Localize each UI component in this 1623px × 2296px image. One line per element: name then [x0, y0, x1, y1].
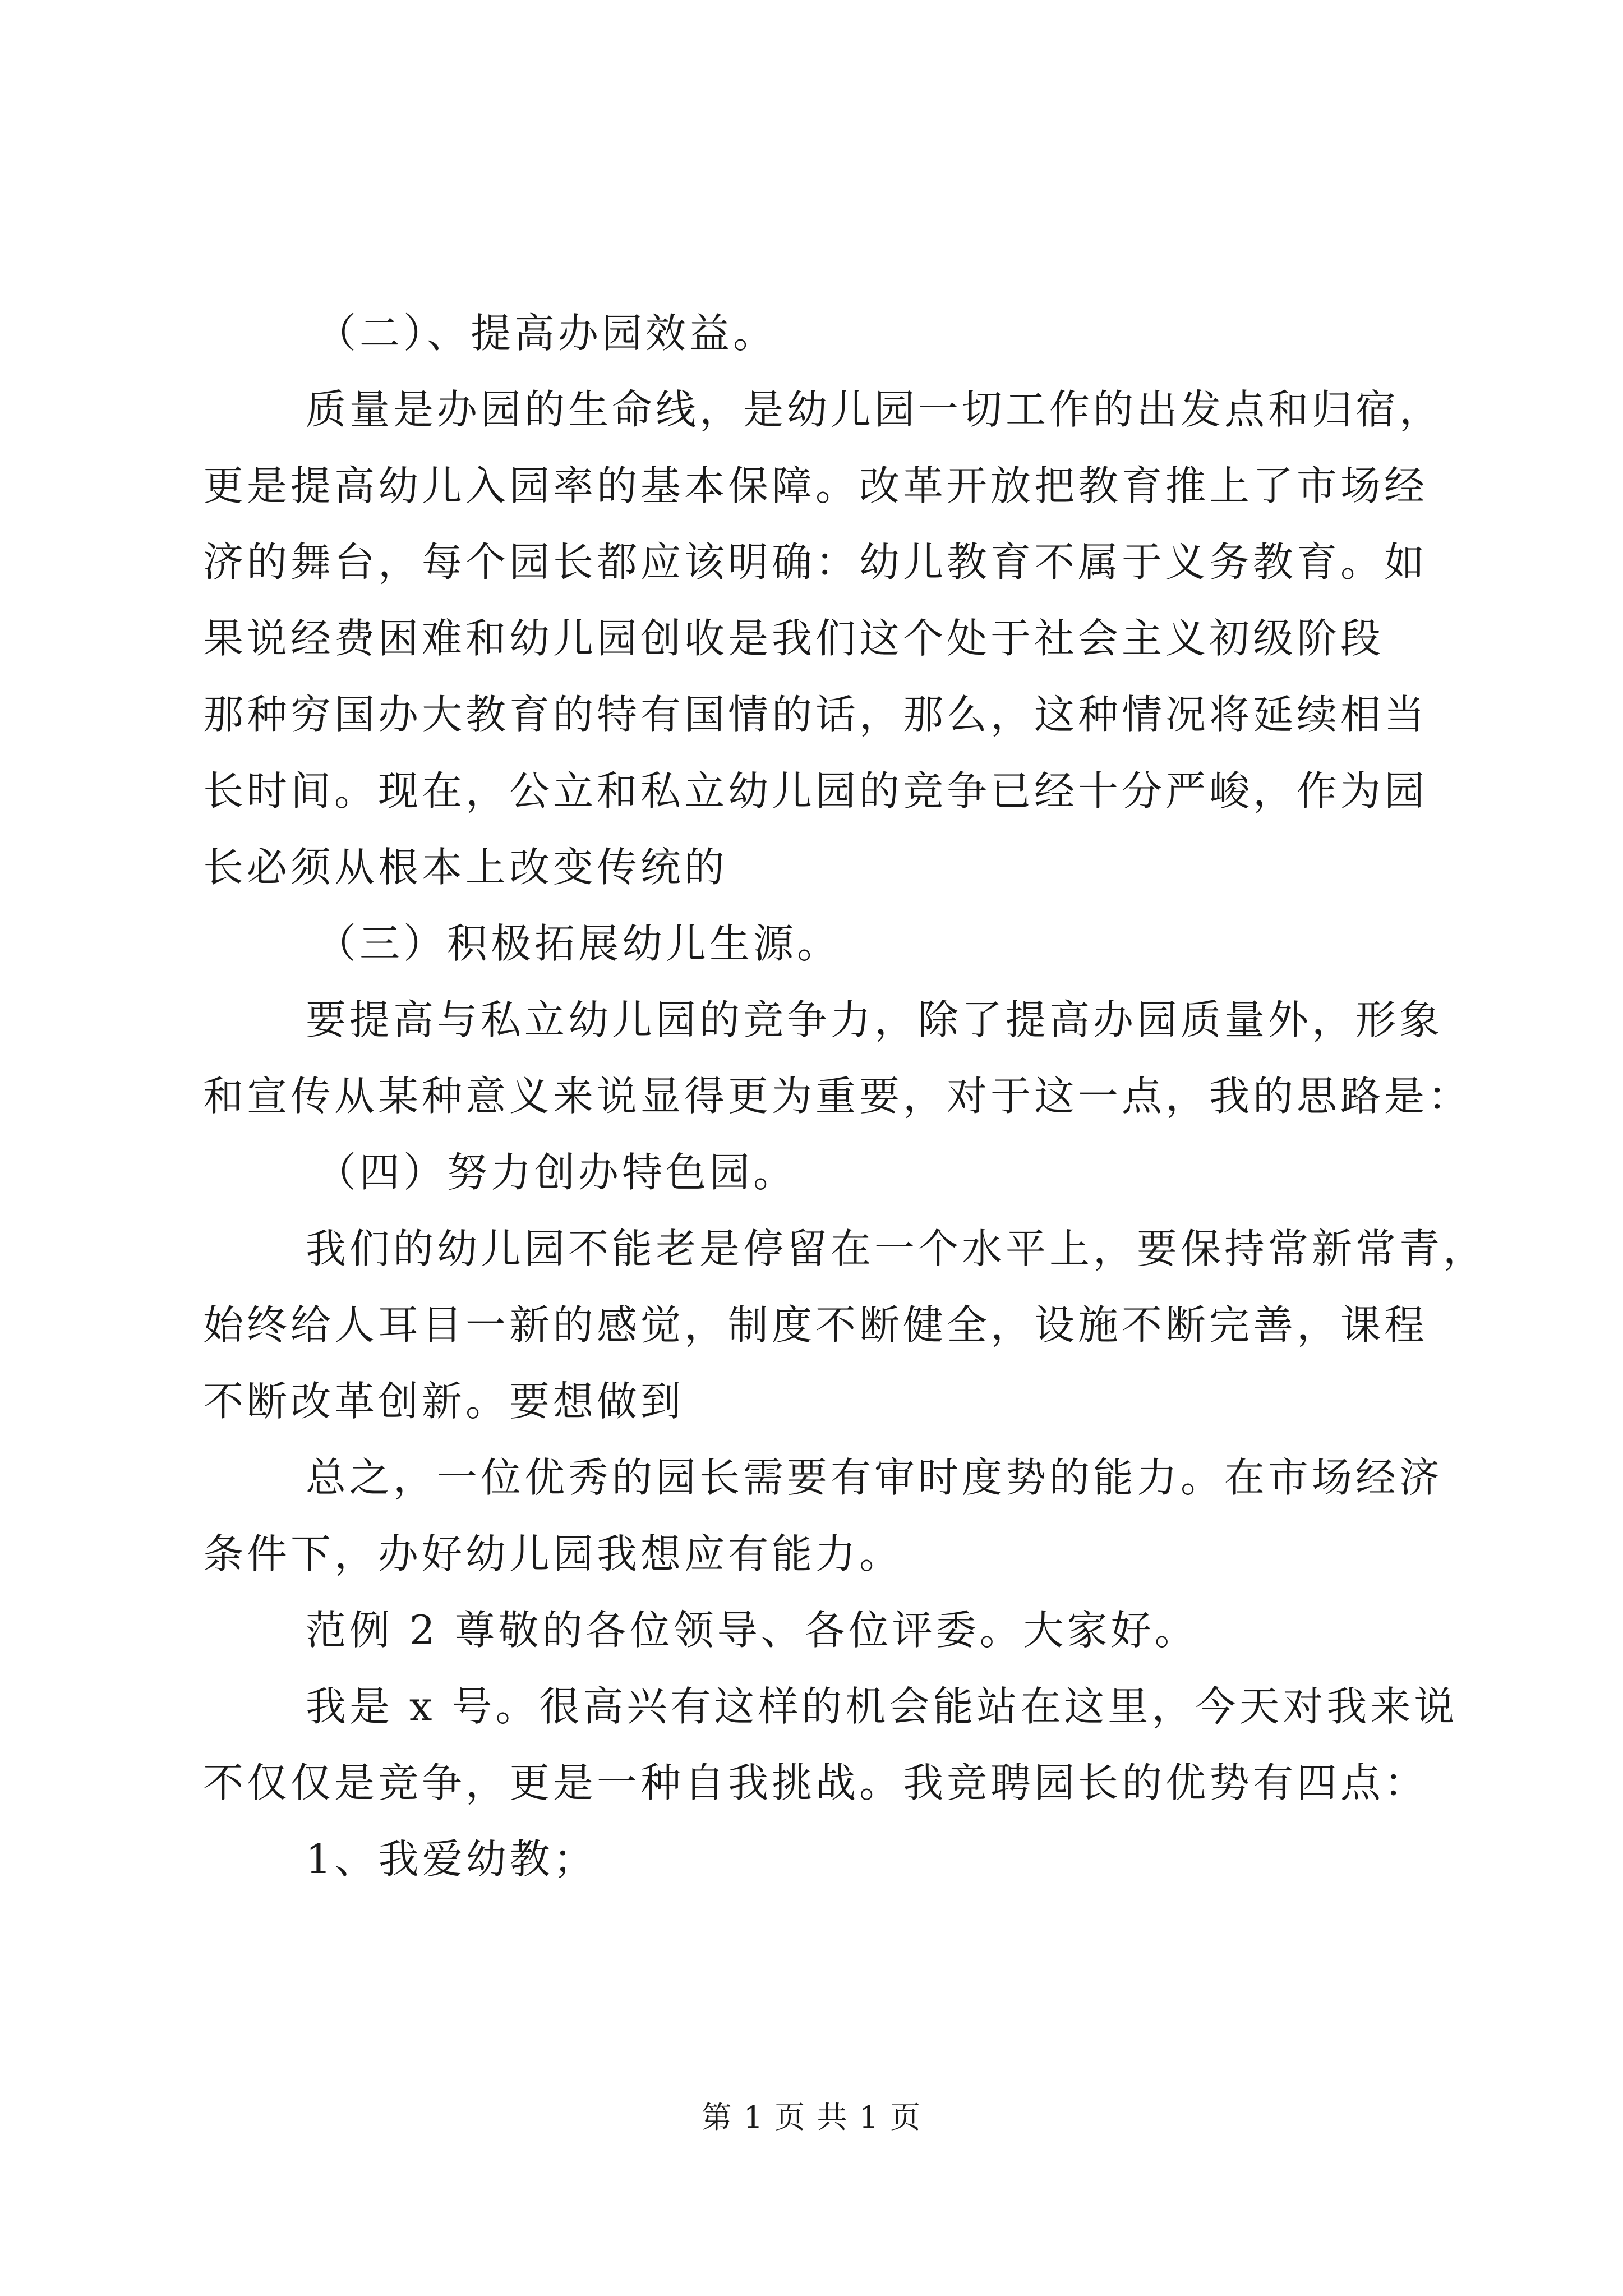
heading-section-3: （三）积极拓展幼儿生源。	[316, 920, 841, 967]
paragraph-line: 长必须从根本上改变传统的	[203, 844, 728, 891]
heading-section-4: （四）努力创办特色园。	[316, 1149, 797, 1196]
paragraph-line: 要提高与私立幼儿园的竞争力，除了提高办园质量外，形象	[306, 996, 1444, 1043]
paragraph-line: 总之，一位优秀的园长需要有审时度势的能力。在市场经济	[306, 1454, 1444, 1501]
paragraph-line: 范例 2 尊敬的各位领导、各位评委。大家好。	[306, 1607, 1198, 1654]
paragraph-line: 1、我爱幼教；	[306, 1835, 597, 1883]
paragraph-line: 更是提高幼儿入园率的基本保障。改革开放把教育推上了市场经	[203, 462, 1428, 509]
paragraph-line: 始终给人耳目一新的感觉，制度不断健全，设施不断完善，课程	[203, 1301, 1428, 1349]
document-body	[203, 302, 1487, 1904]
paragraph-line: 不仅仅是竞争，更是一种自我挑战。我竞聘园长的优势有四点：	[203, 1759, 1428, 1806]
paragraph-line: 我们的幼儿园不能老是停留在一个水平上，要保持常新常青，	[306, 1225, 1487, 1272]
paragraph-line: 济的舞台，每个园长都应该明确：幼儿教育不属于义务教育。如	[203, 539, 1428, 586]
paragraph-line: 不断改革创新。要想做到	[203, 1378, 685, 1425]
paragraph-line: 果说经费困难和幼儿园创收是我们这个处于社会主义初级阶段	[203, 615, 1385, 662]
paragraph-line: 条件下，办好幼儿园我想应有能力。	[203, 1530, 903, 1577]
paragraph-line: 我是 x 号。很高兴有这样的机会能站在这里，今天对我来说	[306, 1683, 1458, 1730]
paragraph-line: 质量是办园的生命线，是幼儿园一切工作的出发点和归宿，	[306, 386, 1444, 433]
paragraph-line: 和宣传从某种意义来说显得更为重要，对于这一点，我的思路是：	[203, 1073, 1472, 1120]
paragraph-line: 那种穷国办大教育的特有国情的话，那么，这种情况将延续相当	[203, 691, 1428, 738]
paragraph-line: 长时间。现在，公立和私立幼儿园的竞争已经十分严峻，作为园	[203, 767, 1428, 815]
heading-section-2: （二）、提高办园效益。	[316, 310, 777, 357]
page-footer: 第 1 页 共 1 页	[701, 2100, 922, 2135]
